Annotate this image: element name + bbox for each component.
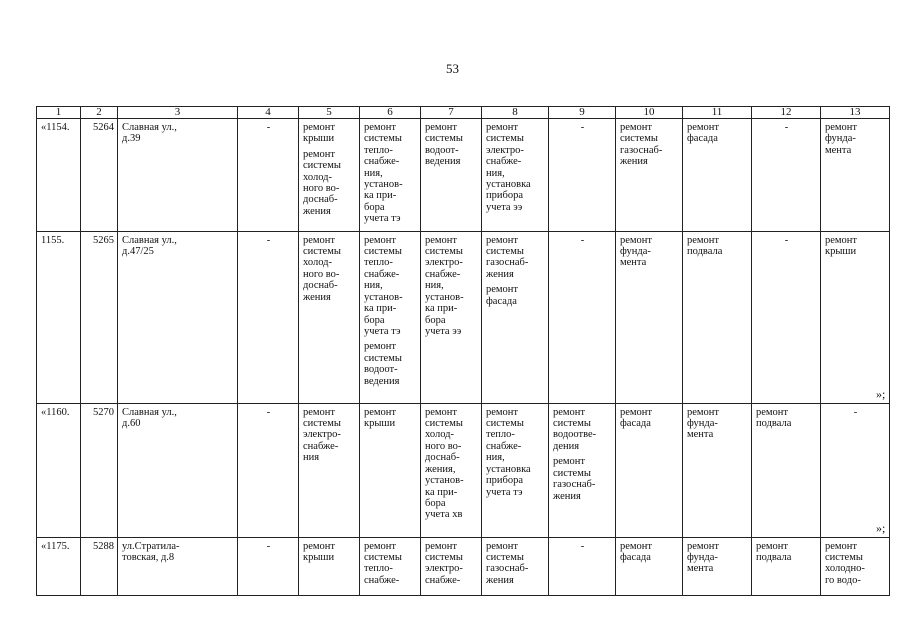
work-item-line: электро- (425, 563, 463, 575)
work-item (425, 407, 478, 521)
work-item-line: ремонт (364, 341, 397, 353)
work-type-cell (616, 231, 683, 403)
work-item-line: фунда- (687, 418, 718, 430)
work-item-line: снабже- (486, 440, 522, 452)
work-type-cell (482, 537, 549, 595)
address-cell (118, 119, 238, 232)
work-item-line: учета тэ (364, 213, 401, 225)
work-item-line: ремонт (620, 540, 653, 552)
work-item-line: ремонт (687, 540, 720, 552)
work-type-cell (360, 403, 421, 537)
table-row (37, 403, 890, 537)
work-item-line: ремонт (425, 540, 458, 552)
work-item-line: учета ээ (425, 325, 462, 337)
work-item-line: электро- (425, 257, 463, 269)
work-item-line: ремонт (364, 234, 397, 246)
work-item-line: ремонт (825, 122, 858, 133)
work-item-line: ремонт (364, 122, 397, 133)
work-type-cell (683, 119, 752, 232)
work-type-cell (299, 119, 360, 232)
work-item-line: подвала (687, 246, 723, 258)
work-item-line: ка при- (425, 303, 458, 315)
work-item-line: крыши (303, 552, 335, 564)
work-item-line: крыши (303, 133, 335, 145)
work-item-line: жения (486, 268, 514, 280)
work-item (425, 541, 478, 587)
work-item-line: тепло- (486, 429, 515, 441)
work-item-line: подвала (756, 418, 792, 430)
work-type-cell (299, 231, 360, 403)
work-item-line: фунда- (825, 133, 856, 145)
column-header: 8 (482, 107, 549, 119)
work-item-line: ремонт (687, 406, 720, 418)
column-header: 7 (421, 107, 482, 119)
work-type-cell (360, 537, 421, 595)
work-item (486, 284, 545, 307)
work-item-line: фунда- (620, 246, 651, 258)
work-item (756, 407, 817, 430)
work-item (687, 122, 748, 145)
work-item-line: системы (303, 160, 341, 172)
work-item-line: го водо- (825, 574, 861, 586)
work-item-line: жения (303, 291, 331, 303)
work-item-line: ния, (364, 280, 383, 292)
work-item-line: установ- (364, 179, 403, 191)
building-code-cell: 5264 (81, 119, 118, 232)
work-item (425, 235, 478, 338)
work-item (620, 122, 679, 168)
work-item-line: ведения (364, 375, 400, 387)
address-line: ул.Стратила- (122, 540, 180, 552)
work-type-cell (683, 537, 752, 595)
row-number-cell: 1155. (37, 231, 81, 403)
work-item-line: снабже- (303, 440, 339, 452)
work-item-line: фунда- (687, 552, 718, 564)
table-row (37, 537, 890, 595)
work-item-line: жения (486, 574, 514, 586)
work-item-line: установ- (425, 291, 464, 303)
work-item-line: системы (303, 418, 341, 430)
work-item-line: тепло- (364, 563, 393, 575)
row-number-cell: «1154. (37, 119, 81, 232)
work-type-cell (821, 119, 890, 232)
work-item-line: ремонт (620, 406, 653, 418)
work-item-line: жения, (425, 463, 456, 475)
building-code-cell: 5270 (81, 403, 118, 537)
work-type-cell (752, 537, 821, 595)
work-item-line: тепло- (364, 144, 393, 156)
column-header: 12 (752, 107, 821, 119)
column-header: 2 (81, 107, 118, 119)
column-header: 13 (821, 107, 890, 119)
work-type-cell (683, 231, 752, 403)
work-item-line: доснаб- (303, 194, 338, 206)
work-item (364, 122, 417, 225)
column-header: 1 (37, 107, 81, 119)
address-line: д.39 (122, 133, 141, 145)
work-item-line: крыши (364, 418, 396, 430)
work-item-line: ремонт (620, 122, 653, 133)
work-type-cell (421, 537, 482, 595)
work-type-cell: - (752, 119, 821, 232)
work-item-line: ремонт (303, 122, 336, 133)
work-item-line: холод- (303, 171, 332, 183)
closing-quote-mark: »; (876, 387, 886, 401)
work-item-line: жения (303, 205, 331, 217)
work-item-line: прибора (486, 190, 523, 202)
work-item-line: ния, (425, 280, 444, 292)
column-header: 11 (683, 107, 752, 119)
work-item-line: учета тэ (364, 325, 401, 337)
work-item (425, 122, 478, 168)
column-header: 5 (299, 107, 360, 119)
address-cell (118, 537, 238, 595)
work-item-line: снабже- (364, 156, 400, 168)
row-number-cell: «1175. (37, 537, 81, 595)
work-item-line: ного во- (303, 268, 340, 280)
work-item-line: системы (425, 133, 463, 145)
work-item-line: мента (687, 429, 714, 441)
work-item-line: учета хв (425, 509, 463, 521)
work-item-line: ка при- (425, 486, 458, 498)
work-item (303, 235, 356, 303)
work-item (756, 541, 817, 564)
work-item-line: бора (425, 314, 446, 326)
work-item (486, 122, 545, 213)
work-type-cell: - (821, 403, 890, 537)
address-line: товская, д.8 (122, 552, 175, 564)
work-item (553, 456, 612, 502)
work-item (687, 541, 748, 575)
column-header: 6 (360, 107, 421, 119)
address-cell (118, 231, 238, 403)
work-item-line: ремонт (756, 540, 789, 552)
work-item-line: жения (553, 490, 581, 502)
work-type-cell: - (752, 231, 821, 403)
work-item (687, 235, 748, 258)
work-item (825, 541, 886, 587)
work-item-line: ремонт (486, 406, 519, 418)
work-item-line: системы (486, 133, 524, 145)
work-type-cell (752, 403, 821, 537)
work-type-cell (421, 119, 482, 232)
work-item-line: прибора (486, 475, 523, 487)
work-item-line: ремонт (486, 540, 519, 552)
work-item-line: газоснаб- (553, 479, 596, 491)
work-item-line: ремонт (303, 148, 336, 160)
work-item-line: системы (486, 246, 524, 258)
work-type-cell (299, 537, 360, 595)
work-item (486, 407, 545, 498)
work-item-line: ния, (486, 452, 505, 464)
work-type-cell (421, 231, 482, 403)
work-item-line: бора (364, 201, 385, 213)
work-type-cell (549, 403, 616, 537)
work-item-line: ка при- (364, 303, 397, 315)
work-type-cell (299, 403, 360, 537)
work-item (620, 541, 679, 564)
work-item-line: ремонт (756, 406, 789, 418)
work-item-line: ремонт (425, 122, 458, 133)
work-item-line: ремонт (425, 406, 458, 418)
work-item-line: холодно- (825, 563, 865, 575)
work-item-line: водоот- (425, 144, 459, 156)
header-row (37, 107, 890, 119)
work-item-line: системы (825, 552, 863, 564)
address-line: Славная ул., (122, 122, 177, 133)
work-item-line: системы (364, 133, 402, 145)
work-item-line: водоотве- (553, 429, 597, 441)
work-item-line: системы (425, 246, 463, 258)
column-4-cell: - (238, 119, 299, 232)
work-item-line: подвала (756, 552, 792, 564)
work-item (553, 407, 612, 453)
address-line: д.60 (122, 418, 141, 430)
work-type-cell: - (549, 231, 616, 403)
work-item-line: ремонт (486, 284, 519, 296)
work-item-line: газоснаб- (486, 257, 529, 269)
column-4-cell: - (238, 537, 299, 595)
work-item-line: системы (425, 552, 463, 564)
work-item-line: газоснаб- (620, 144, 663, 156)
work-item-line: системы (486, 418, 524, 430)
work-item-line: установ- (425, 475, 464, 487)
closing-quote-mark: »; (876, 521, 886, 535)
work-item-line: мента (620, 257, 647, 269)
work-type-cell (360, 231, 421, 403)
work-item-line: ка при- (364, 190, 397, 202)
work-item-line: доснаб- (425, 452, 460, 464)
work-item-line: доснаб- (303, 280, 338, 292)
column-header: 3 (118, 107, 238, 119)
work-item-line: водоот- (364, 364, 398, 376)
work-type-cell (683, 403, 752, 537)
column-4-cell: - (238, 231, 299, 403)
work-item-line: учета ээ (486, 201, 523, 213)
work-item (825, 122, 886, 156)
work-item-line: системы (364, 352, 402, 364)
work-item-line: установка (486, 463, 531, 475)
work-item-line: тепло- (364, 257, 393, 269)
work-item-line: ремонт (303, 540, 336, 552)
work-item-line: дения (553, 440, 580, 452)
work-item-line: системы (486, 552, 524, 564)
work-item-line: фасада (687, 133, 718, 145)
work-item-line: газоснаб- (486, 563, 529, 575)
work-item-line: ния (303, 452, 320, 464)
work-item-line: учета тэ (486, 486, 523, 498)
work-item-line: ремонт (364, 540, 397, 552)
work-item-line: мента (825, 144, 852, 156)
work-item-line: ния, (364, 167, 383, 179)
work-item-line: электро- (303, 429, 341, 441)
work-type-cell: - (549, 537, 616, 595)
work-item (303, 407, 356, 464)
work-item-line: ного во- (425, 440, 462, 452)
work-item (303, 541, 356, 564)
work-item-line: ремонт (553, 456, 586, 468)
table-row (37, 231, 890, 403)
work-item (364, 235, 417, 338)
work-item (620, 407, 679, 430)
work-item-line: снабже- (364, 268, 400, 280)
work-item (303, 122, 356, 145)
work-item-line: мента (687, 563, 714, 575)
work-item-line: ремонт (303, 406, 336, 418)
work-item-line: снабже- (486, 156, 522, 168)
work-item-line: снабже- (425, 574, 461, 586)
work-item-line: холод- (303, 257, 332, 269)
work-item-line: холод- (425, 429, 454, 441)
work-item-line: фасада (620, 418, 651, 430)
building-code-cell: 5288 (81, 537, 118, 595)
work-item-line: системы (553, 418, 591, 430)
work-item (303, 149, 356, 217)
address-cell (118, 403, 238, 537)
work-item-line: установ- (364, 291, 403, 303)
work-item-line: ремонт (303, 234, 336, 246)
table-row (37, 119, 890, 232)
page-number: 53 (446, 61, 459, 76)
row-number-cell: «1160. (37, 403, 81, 537)
work-item-line: ного во- (303, 183, 340, 195)
work-item (486, 235, 545, 281)
work-item-line: жения (620, 156, 648, 168)
work-item-line: ремонт (825, 540, 858, 552)
address-line: Славная ул., (122, 406, 177, 418)
address-line: Славная ул., (122, 234, 177, 246)
work-item-line: ремонт (620, 234, 653, 246)
work-type-cell (616, 119, 683, 232)
work-item-line: крыши (825, 246, 857, 258)
work-item-line: бора (425, 497, 446, 509)
work-item-line: бора (364, 314, 385, 326)
work-item-line: снабже- (364, 574, 400, 586)
work-item-line: системы (553, 467, 591, 479)
work-item (687, 407, 748, 441)
work-item-line: ведения (425, 156, 461, 168)
column-4-cell: - (238, 403, 299, 537)
work-type-cell (360, 119, 421, 232)
work-item-line: ремонт (687, 122, 720, 133)
work-type-cell (421, 403, 482, 537)
address-line: д.47/25 (122, 246, 154, 258)
work-type-cell (482, 231, 549, 403)
work-item-line: системы (620, 133, 658, 145)
work-item-line: ремонт (486, 234, 519, 246)
work-item-line: ремонт (364, 406, 397, 418)
work-type-cell (616, 537, 683, 595)
column-header: 9 (549, 107, 616, 119)
building-code-cell: 5265 (81, 231, 118, 403)
work-type-cell (616, 403, 683, 537)
column-header: 4 (238, 107, 299, 119)
work-item-line: системы (425, 418, 463, 430)
work-item-line: фасада (620, 552, 651, 564)
work-item (364, 341, 417, 387)
work-item-line: системы (364, 552, 402, 564)
repair-schedule-table (36, 106, 890, 596)
work-item-line: системы (364, 246, 402, 258)
work-item-line: ремонт (687, 234, 720, 246)
work-item-line: фасада (486, 295, 517, 307)
work-item (364, 407, 417, 430)
work-type-cell (482, 403, 549, 537)
work-type-cell (821, 231, 890, 403)
work-item (486, 541, 545, 587)
work-item (364, 541, 417, 587)
work-item-line: установка (486, 179, 531, 191)
work-type-cell: - (549, 119, 616, 232)
work-item-line: системы (303, 246, 341, 258)
work-item-line: ремонт (825, 234, 858, 246)
work-item-line: ремонт (425, 234, 458, 246)
work-item-line: снабже- (425, 268, 461, 280)
work-item-line: ния, (486, 167, 505, 179)
column-header: 10 (616, 107, 683, 119)
work-item (825, 235, 886, 258)
work-type-cell (821, 537, 890, 595)
work-type-cell (482, 119, 549, 232)
work-item-line: ремонт (486, 122, 519, 133)
work-item-line: электро- (486, 144, 524, 156)
work-item-line: ремонт (553, 406, 586, 418)
work-item (620, 235, 679, 269)
